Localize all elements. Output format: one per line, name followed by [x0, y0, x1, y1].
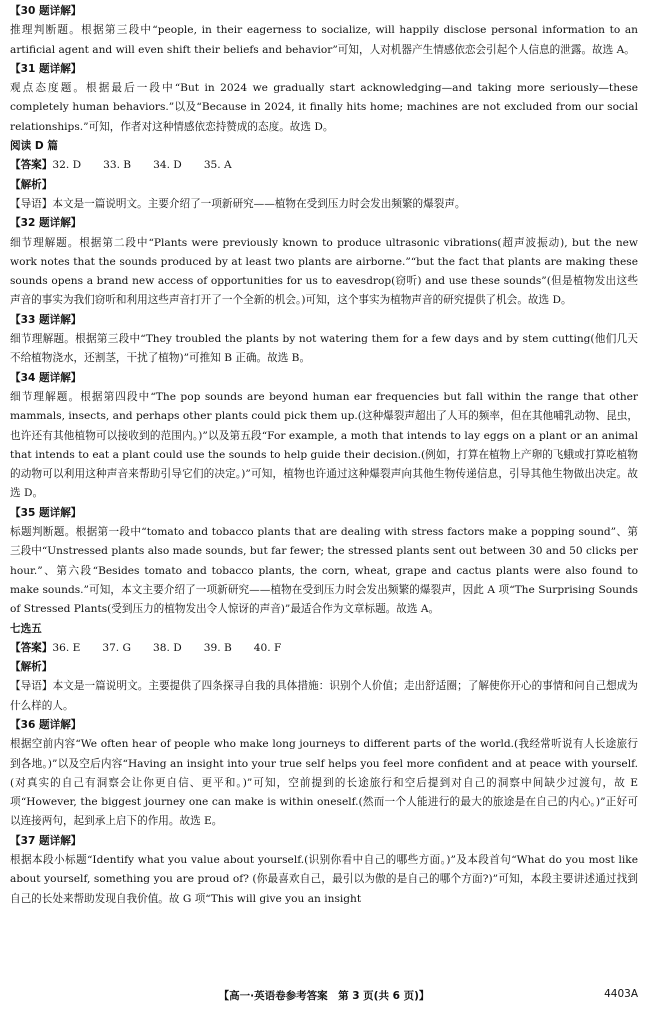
answer-item: 37. G [102, 641, 132, 654]
section-heading: 【32 题详解】 [10, 217, 82, 230]
section-heading: 【解析】 [10, 178, 53, 191]
section-heading: 【37 题详解】 [10, 834, 82, 847]
answer-item: 33. B [103, 159, 132, 172]
answer-label: 【答案】 [10, 159, 53, 172]
explanation-paragraph: 观点态度题。根据最后一段中“But in 2024 we gradually start acknowledging—and taking more seriously—these completely human behaviors.”以及“Because in 2024, it finally hits home; machines are not excluded from our social relationships.”可知，作者对这种情感依恋持赞成的态度。故选 D。 [10, 82, 638, 133]
explanation-paragraph: 根据本段小标题“Identify what you value about yourself.(识别你看中自己的哪些方面。)”及本段首句“What do you most like about yourself, something you are proud of? (你最喜欢自己，最引以为傲的是自己的哪个方面?)”可知，本段主要讲述通过找到自己的长处来帮助发现自我价值。故 G 项“This will give you an insight [10, 854, 638, 905]
answer-line [10, 639, 638, 658]
section-heading: 七选五 [10, 622, 42, 635]
answer-document [10, 2, 638, 909]
section-heading: 【34 题详解】 [10, 371, 82, 384]
footer-code: 4403A [604, 988, 638, 1000]
section-heading: 【33 题详解】 [10, 313, 82, 326]
section-heading: 【36 题详解】 [10, 718, 82, 731]
explanation-paragraph: 推理判断题。根据第三段中“people, in their eagerness to socialize, will happily disclose personal information to an artificial agent and will even shift their beliefs and behavior”可知，人对机器产生情感依恋会引起个人信息的泄露。故选 A。 [10, 24, 638, 56]
explanation-paragraph: 标题判断题。根据第一段中“tomato and tobacco plants that are dealing with stress factors make a popping sound”、第三段中“Unstressed plants also made sounds, but far fewer; the stressed plants sent out between 30 and 50 clicks per hour.”、第六段“Besides tomato and tobacco plants, the corn, wheat, grape and cactus plants were also found to make sounds.”可知，本文主要介绍了一项新研究——植物在受到压力时会发出频繁的爆裂声，因此 A 项“The Surprising Sounds of Stressed Plants(受到压力的植物发出令人惊讶的声音)”最适合作为文章标题。故选 A。 [10, 526, 638, 616]
answer-item: 39. B [203, 641, 232, 654]
answer-label: 【答案】 [10, 641, 53, 654]
explanation-paragraph: 根据空前内容“We often hear of people who make long journeys to different parts of the world.(我经常听说有人长途旅行到各地。)”以及空后内容“Having an insight into your true self helps you feel more confident and at peace with yourself.(对真实的自己有洞察会让你更自信、更平和。)”可知，空前提到的长途旅行和空后提到对自己的洞察中间缺少过渡句，故 E 项“However, the biggest journey one can make is within oneself.(然而一个人能进行的最大的旅途是在自己的内心。)”正好可以连接两句，起到承上启下的作用。故选 E。 [10, 738, 638, 828]
answer-item: 40. F [253, 641, 282, 654]
section-heading: 【35 题详解】 [10, 506, 82, 519]
answer-item: 36. E [52, 641, 81, 654]
answer-item: 35. A [203, 159, 232, 172]
explanation-paragraph: 【导语】本文是一篇说明文。主要介绍了一项新研究——植物在受到压力时会发出频繁的爆裂声。 [10, 197, 466, 210]
page-footer [0, 988, 648, 1008]
section-heading: 【31 题详解】 [10, 62, 82, 75]
section-heading: 【解析】 [10, 661, 53, 674]
answer-item: 34. D [153, 159, 182, 172]
section-heading: 阅读 D 篇 [10, 140, 58, 153]
section-heading: 【30 题详解】 [10, 5, 82, 17]
answer-item: 38. D [153, 641, 182, 654]
explanation-paragraph: 细节理解题。根据第二段中“Plants were previously known to produce ultrasonic vibrations(超声波振动), but the new work notes that the sounds produced by at least two plants are airborne.”“but the fact that plants are making these sounds opens a brand new access of opportunities for us to eavesdrop(窃听) and use these sounds”(但是植物发出这些声音的事实为我们窃听和利用这些声音打开了一个全新的机会。)可知，这个事实为植物声音的研究提供了机会。故选 D。 [10, 236, 638, 307]
explanation-paragraph: 细节理解题。根据第三段中“They troubled the plants by not watering them for a few days and by stem cutting(他们几天不给植物浇水，还割茎，干扰了植物)”可推知 B 正确。故选 B。 [10, 333, 638, 365]
footer-page-label: 【高一·英语卷参考答案 第 3 页(共 6 页)】 [218, 990, 430, 1002]
explanation-paragraph: 【导语】本文是一篇说明文。主要提供了四条探寻自我的具体措施：识别个人价值；走出舒适圈；了解使你开心的事情和问自己想成为什么样的人。 [10, 680, 638, 712]
answer-item: 32. D [52, 159, 82, 172]
answer-line [10, 156, 638, 175]
explanation-paragraph: 细节理解题。根据第四段中“The pop sounds are beyond human ear frequencies but fall within the range that other mammals, insects, and perhaps other plants could pick them up.(这种爆裂声超出了人耳的频率，但在其他哺乳动物、昆虫，也许还有其他植物可以接收到的范围内。)”以及第五段“For example, a moth that intends to lay eggs on a plant or an animal that intends to eat a plant could use the sounds to help guide their decision.(例如，打算在植物上产卵的飞蛾或打算吃植物的动物可以利用这种声音来帮助引导它们的决定。)”可知，植物也许通过这种爆裂声向其他生物传递信息，引导其他生物做出决定。故选 D。 [10, 390, 638, 500]
